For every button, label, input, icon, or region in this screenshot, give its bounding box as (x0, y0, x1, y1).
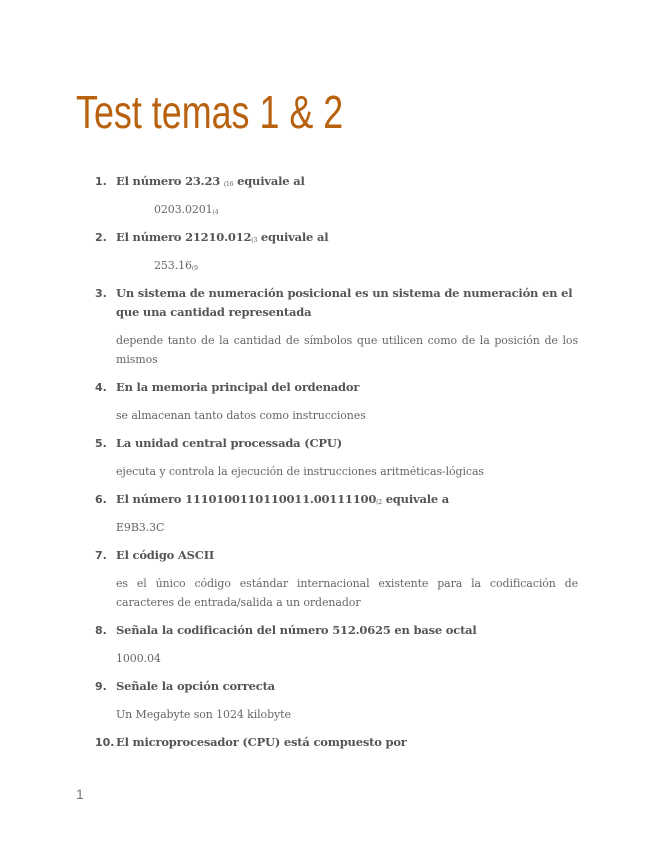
base-subscript: (16 (223, 181, 234, 188)
question-text: Un sistema de numeración posicional es un sistema de numeración en el que una cantidad representada (116, 286, 573, 319)
question-number: 6. (95, 493, 107, 506)
question-item (95, 434, 578, 481)
answer-text (154, 256, 578, 275)
question-number: 5. (95, 437, 107, 450)
question-text-part: equivale al (233, 174, 305, 188)
question-heading (95, 172, 578, 191)
question-number: 7. (95, 549, 107, 562)
question-heading (95, 378, 578, 397)
base-subscript: (2 (376, 499, 382, 506)
question-text-part: El número 23.23 (116, 174, 224, 188)
question-text: La unidad central processada (CPU) (116, 436, 342, 450)
question-text: El microprocesador (CPU) está compuesto por (116, 735, 407, 749)
question-number: 4. (95, 381, 107, 394)
question-item (95, 284, 578, 369)
answer-text: depende tanto de la cantidad de símbolos que utilicen como de la posición de los mismos (116, 334, 578, 366)
question-list (95, 172, 578, 752)
question-heading (95, 546, 578, 565)
question-number: 8. (95, 624, 107, 637)
page-number: 1 (76, 786, 84, 802)
question-heading (95, 490, 578, 509)
answer-text: ejecuta y controla la ejecución de instrucciones aritméticas-lógicas (116, 465, 484, 478)
question-text-part: equivale a (381, 492, 450, 506)
answer-text: se almacenan tanto datos como instrucciones (116, 409, 366, 422)
question-item (95, 490, 578, 537)
question-item (95, 733, 578, 752)
question-heading (95, 284, 578, 322)
question-item (95, 621, 578, 668)
question-heading (95, 733, 578, 752)
question-text (116, 228, 578, 247)
answer-text: 1000.04 (116, 652, 161, 665)
question-text: Señala la codificación del número 512.0625 en base octal (116, 623, 477, 637)
answer-text: E9B3.3C (116, 521, 165, 534)
answer-text: es el único código estándar internacional existente para la codificación de caracteres de entrada/salida a un ordenador (116, 577, 578, 609)
base-subscript: (4 (212, 209, 219, 216)
question-number: 9. (95, 680, 107, 693)
document-title: Test temas 1 & 2 (76, 86, 344, 138)
answer-text: Un Megabyte son 1024 kilobyte (116, 708, 291, 721)
answer-text (154, 200, 578, 219)
question-number: 2. (95, 231, 107, 244)
question-item (95, 172, 578, 219)
question-text (116, 490, 578, 509)
question-number: 1. (95, 175, 107, 188)
question-heading (95, 621, 578, 640)
question-heading (95, 228, 578, 247)
question-text: Señale la opción correcta (116, 679, 275, 693)
question-heading (95, 434, 578, 453)
question-number: 10. (95, 736, 115, 749)
question-text: El código ASCII (116, 548, 215, 562)
question-text-part: El número 21210.012 (116, 230, 252, 244)
question-item (95, 378, 578, 425)
question-heading (95, 677, 578, 696)
question-text-part: equivale al (257, 230, 329, 244)
question-item (95, 677, 578, 724)
answer-value: 0203.0201 (154, 203, 213, 216)
answer-value: 253.16 (154, 259, 192, 272)
question-text (116, 172, 578, 191)
question-item (95, 228, 578, 275)
question-text: En la memoria principal del ordenador (116, 380, 360, 394)
base-subscript: (9 (191, 265, 198, 272)
question-number: 3. (95, 287, 107, 300)
question-text-part: El número 1110100110110011.00111100 (116, 492, 377, 506)
base-subscript: (3 (251, 237, 258, 244)
question-item (95, 546, 578, 612)
